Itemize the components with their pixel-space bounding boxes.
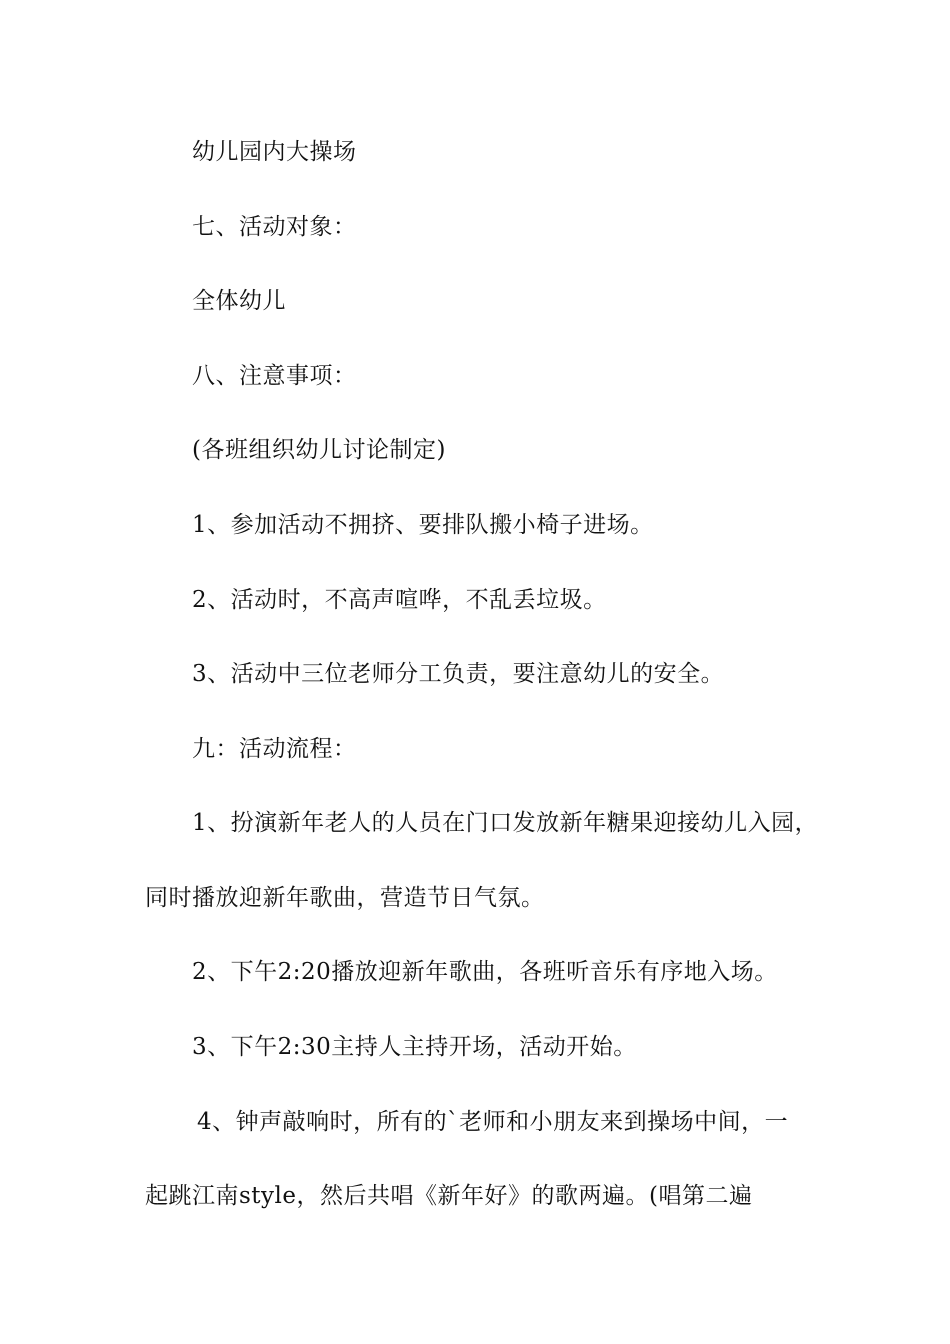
section-heading-notes: 八、注意事项： — [192, 363, 357, 389]
process-item-4-continued: 起跳江南style，然后共唱《新年好》的歌两遍。(唱第二遍 — [145, 1183, 753, 1209]
process-item-2: 2、下午2:20播放迎新年歌曲，各班听音乐有序地入场。 — [192, 959, 778, 985]
note-item-1: 1、参加活动不拥挤、要排队搬小椅子进场。 — [192, 512, 654, 538]
section-heading-process: 九：活动流程： — [192, 736, 357, 762]
process-item-3: 3、下午2:30主持人主持开场，活动开始。 — [192, 1034, 637, 1060]
section-heading-participants: 七、活动对象： — [192, 214, 357, 240]
venue-text: 幼儿园内大操场 — [192, 139, 357, 165]
process-item-1: 1、扮演新年老人的人员在门口发放新年糖果迎接幼儿入园， — [192, 810, 819, 836]
notes-intro: (各班组织幼儿讨论制定) — [192, 437, 446, 463]
participants-text: 全体幼儿 — [192, 288, 286, 314]
note-item-3: 3、活动中三位老师分工负责，要注意幼儿的安全。 — [192, 661, 725, 687]
process-item-1-continued: 同时播放迎新年歌曲，营造节日气氛。 — [145, 885, 545, 911]
note-item-2: 2、活动时，不高声喧哗，不乱丢垃圾。 — [192, 587, 607, 613]
process-item-4: 4、钟声敲响时，所有的`老师和小朋友来到操场中间，一 — [197, 1109, 789, 1135]
